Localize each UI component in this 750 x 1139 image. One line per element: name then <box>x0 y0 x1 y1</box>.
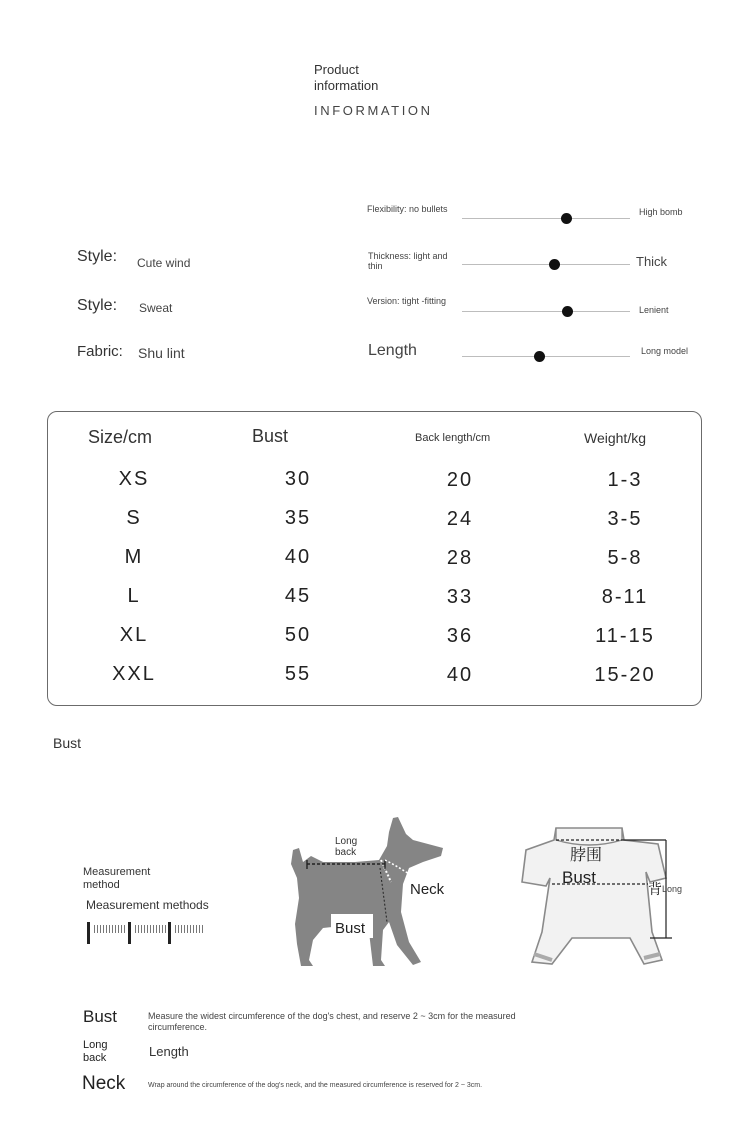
attribute-value-fabric: Shu lint <box>138 345 185 361</box>
table-cell-size: M <box>124 546 144 568</box>
size-table <box>47 411 702 706</box>
definition-neck-term: Neck <box>82 1073 126 1094</box>
table-cell-weight: 5-8 <box>607 547 643 569</box>
slider-right-label: High bomb <box>639 207 683 217</box>
dog-bust-label: Bust <box>335 920 366 937</box>
table-header-size: Size/cm <box>88 427 153 447</box>
ruler-icon <box>84 920 210 946</box>
slider-knob <box>549 259 560 270</box>
bust-caption: Bust <box>53 735 82 751</box>
slider-track <box>462 356 630 357</box>
garment-back-label: 背 <box>648 882 662 898</box>
header-subtitle: INFORMATION <box>314 103 433 118</box>
table-cell-weight: 1-3 <box>607 469 643 491</box>
slider-track <box>462 311 630 312</box>
table-cell-size: XL <box>119 624 149 646</box>
table-header-bust: Bust <box>252 426 289 446</box>
table-cell-back-length: 24 <box>446 508 474 530</box>
garment-figure <box>512 822 692 972</box>
definition-neck-text: Wrap around the circumference of the dog's neck, and the measured circumference is reserved for 2 ~ 3cm. <box>148 1082 483 1089</box>
table-cell-back-length: 20 <box>446 469 474 491</box>
definition-bust-term: Bust <box>83 1007 118 1026</box>
table-cell-bust: 50 <box>284 624 312 646</box>
dog-figure <box>285 812 455 972</box>
slider-right-label: Lenient <box>639 305 669 315</box>
attribute-label-style: Style: <box>77 248 118 265</box>
table-cell-size: L <box>127 585 141 607</box>
slider-right-label: Long model <box>641 346 689 356</box>
table-cell-bust: 30 <box>284 468 312 490</box>
definition-length-text: Length <box>149 1044 189 1059</box>
table-cell-bust: 35 <box>284 507 312 529</box>
slider-right-label: Thick <box>636 254 668 269</box>
slider-left-label: Version: tight -fitting <box>367 296 447 306</box>
slider-left-label: Length <box>368 342 417 359</box>
attribute-value-style-2: Sweat <box>139 301 173 315</box>
dog-long-back-label: Long back <box>335 836 358 858</box>
table-cell-bust: 55 <box>284 663 312 685</box>
header-title: Product information <box>314 62 379 93</box>
table-header-back-length: Back length/cm <box>415 432 491 444</box>
dog-neck-label: Neck <box>410 881 445 898</box>
slider-left-label: Flexibility: no bullets <box>367 204 448 214</box>
table-cell-back-length: 40 <box>446 664 474 686</box>
table-cell-size: S <box>126 507 142 529</box>
slider-track <box>462 218 630 219</box>
table-cell-bust: 45 <box>284 585 312 607</box>
definition-long-back-term: Long back <box>83 1039 108 1064</box>
table-cell-back-length: 33 <box>446 586 474 608</box>
table-header-weight: Weight/kg <box>584 430 646 446</box>
garment-neck-label: 脖围 <box>570 845 603 864</box>
measurement-methods-label: Measurement methods <box>86 898 209 912</box>
garment-long-label: Long <box>662 884 683 894</box>
table-cell-back-length: 28 <box>446 547 474 569</box>
table-cell-weight: 11-15 <box>595 625 655 647</box>
table-cell-weight: 8-11 <box>601 586 649 608</box>
slider-track <box>462 264 630 265</box>
slider-left-label: Thickness: light and thin <box>368 251 448 271</box>
slider-knob <box>562 306 573 317</box>
attribute-value-style: Cute wind <box>137 256 191 270</box>
measurement-method-label: Measurement method <box>83 866 151 891</box>
attribute-label-style-2: Style: <box>77 297 118 314</box>
table-cell-weight: 15-20 <box>594 664 656 686</box>
table-cell-size: XS <box>118 468 150 490</box>
slider-knob <box>561 213 572 224</box>
attribute-label-fabric: Fabric: <box>77 343 123 360</box>
table-cell-back-length: 36 <box>446 625 474 647</box>
definition-bust-text: Measure the widest circumference of the dog's chest, and reserve 2 ~ 3cm for the measured circumference. <box>148 1011 516 1032</box>
table-cell-weight: 3-5 <box>607 508 643 530</box>
table-cell-size: XXL <box>112 663 156 685</box>
slider-knob <box>534 351 545 362</box>
table-cell-bust: 40 <box>284 546 312 568</box>
garment-bust-label: Bust <box>562 868 597 887</box>
